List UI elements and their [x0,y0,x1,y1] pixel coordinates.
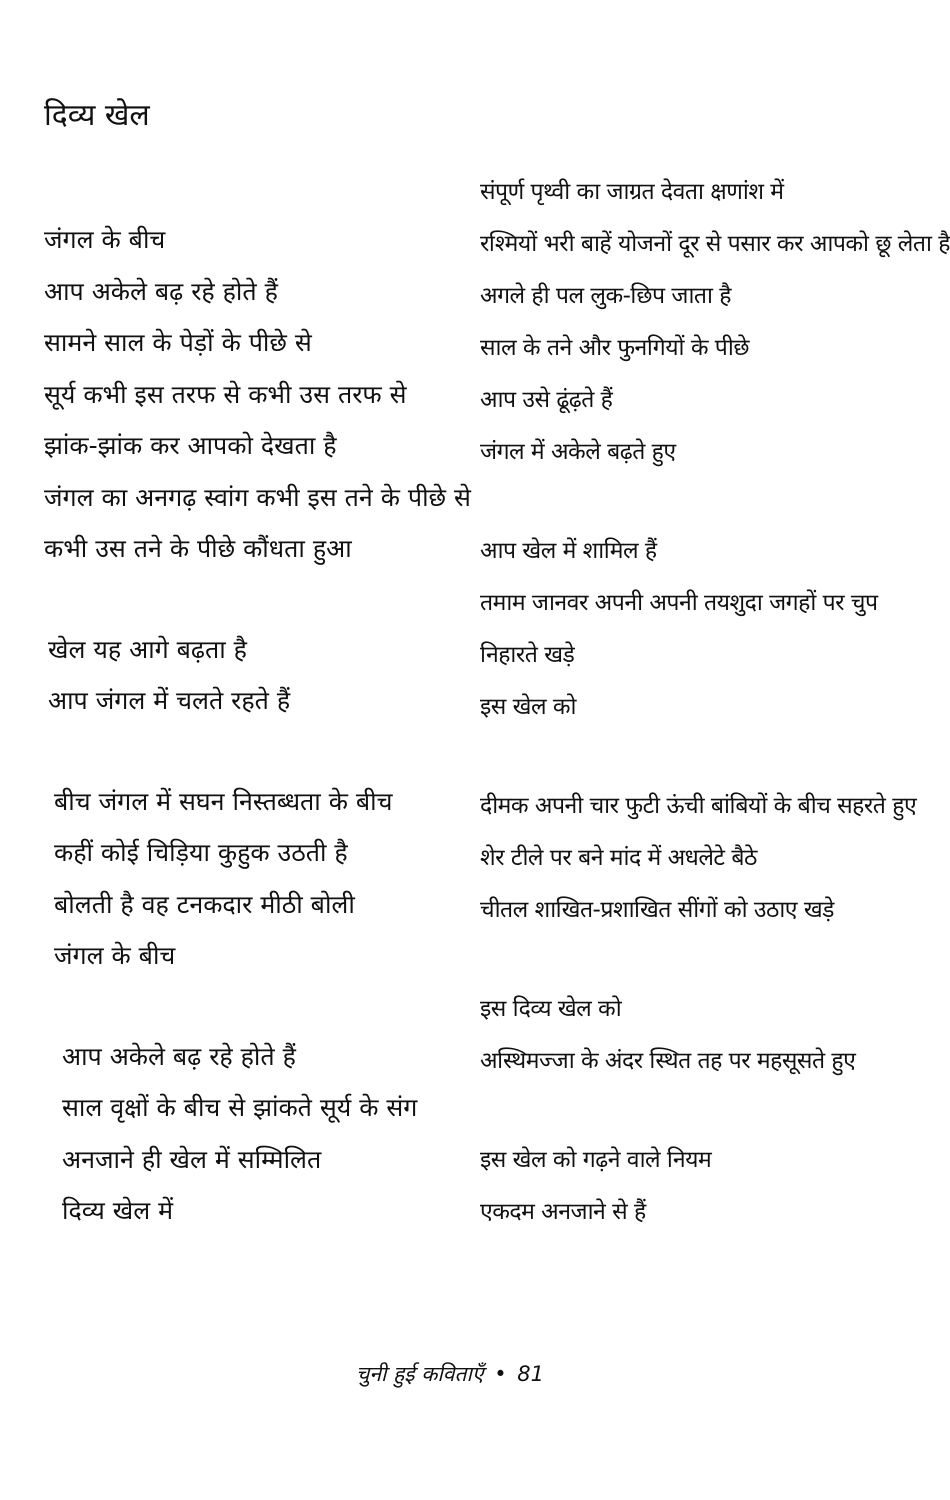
left-column [44,214,471,1286]
poem-line: शेर टीले पर बने मांद में अधलेटे बैठे [480,845,757,871]
page-footer [0,1360,900,1388]
poem-line: जंगल के बीच [44,225,166,254]
poem-line: खेल यह आगे बढ़ता है [48,634,247,664]
poem-line: अस्थिमज्जा के अंदर स्थित तह पर महसूसते हुए [480,1048,856,1074]
poem-line: दीमक अपनी चार फुटी ऊंची बांबियों के बीच सहरते हुए [480,793,917,819]
poem-line: इस खेल को गढ़ने वाले नियम [480,1147,712,1173]
stanza [44,214,471,575]
poem-line: बीच जंगल में सघन निस्तब्धता के बीच [54,786,393,816]
poem-line: साल के तने और फुनगियों के पीछे [480,335,749,361]
poem-line: जंगल के बीच [54,941,176,970]
poem-line: आप खेल में शामिल हैं [480,538,657,564]
stanza [44,1031,444,1237]
poem-line: अनजाने ही खेल में सम्मिलित [62,1144,322,1174]
stanza [480,166,950,478]
poem-line: रश्मियों भरी बाहें योजनों दूर से पसार कर आपको छू लेता है [480,231,950,257]
poem-title: दिव्य खेल [44,98,150,133]
poem-line: जंगल का अनगढ़ स्वांग कभी इस तने के पीछे से [44,482,471,512]
poem-line: आप अकेले बढ़ रहे होते हैं [62,1041,296,1071]
poem-line: कहीं कोई चिड़िया कुहुक उठती है [54,838,348,867]
poem-line: आप अकेले बढ़ रहे होते हैं [44,276,278,306]
poem-line: इस खेल को [480,694,576,720]
poem-line: कभी उस तने के पीछे कौंधता हुआ [44,534,352,563]
poem-line: संपूर्ण पृथ्वी का जाग्रत देवता क्षणांश में [480,179,784,205]
poem-line: तमाम जानवर अपनी अपनी तयशुदा जगहों पर चुप [480,590,878,616]
poem-line: सामने साल के पेड़ों के पीछे से [44,328,312,357]
stanza [44,624,444,727]
poem-line: जंगल में अकेले बढ़ते हुए [480,439,676,465]
footer-separator: • [494,1362,507,1386]
poem-line: आप जंगल में चलते रहते हैं [48,686,291,715]
poem-line: आप उसे ढूंढ़ते हैं [480,387,613,413]
poem-line: निहारते खड़े [480,642,575,668]
poem-line: चीतल शाखित-प्रशाखित सींगों को उठाए खड़े [480,897,834,923]
page-number: 81 [517,1362,544,1386]
stanza [480,780,917,936]
stanza [480,1134,880,1238]
poem-line: साल वृक्षों के बीच से झांकते सूर्य के संग [62,1093,418,1122]
stanza [44,776,444,982]
poem-line: इस दिव्य खेल को [480,996,622,1022]
poem-line: झांक-झांक कर आपको देखता है [44,431,337,460]
poem-line: सूर्य कभी इस तरफ से कभी उस तरफ से [44,379,407,409]
poem-line: एकदम अनजाने से हैं [480,1199,646,1225]
stanza [480,983,880,1087]
poem-line: अगले ही पल लुक-छिप जाता है [480,283,732,309]
poem-line: बोलती है वह टनकदार मीठी बोली [54,889,355,919]
right-column [480,166,950,1285]
stanza [480,525,880,733]
book-title: चुनी हुई कविताएँ [355,1362,484,1386]
poem-line: दिव्य खेल में [62,1196,174,1225]
